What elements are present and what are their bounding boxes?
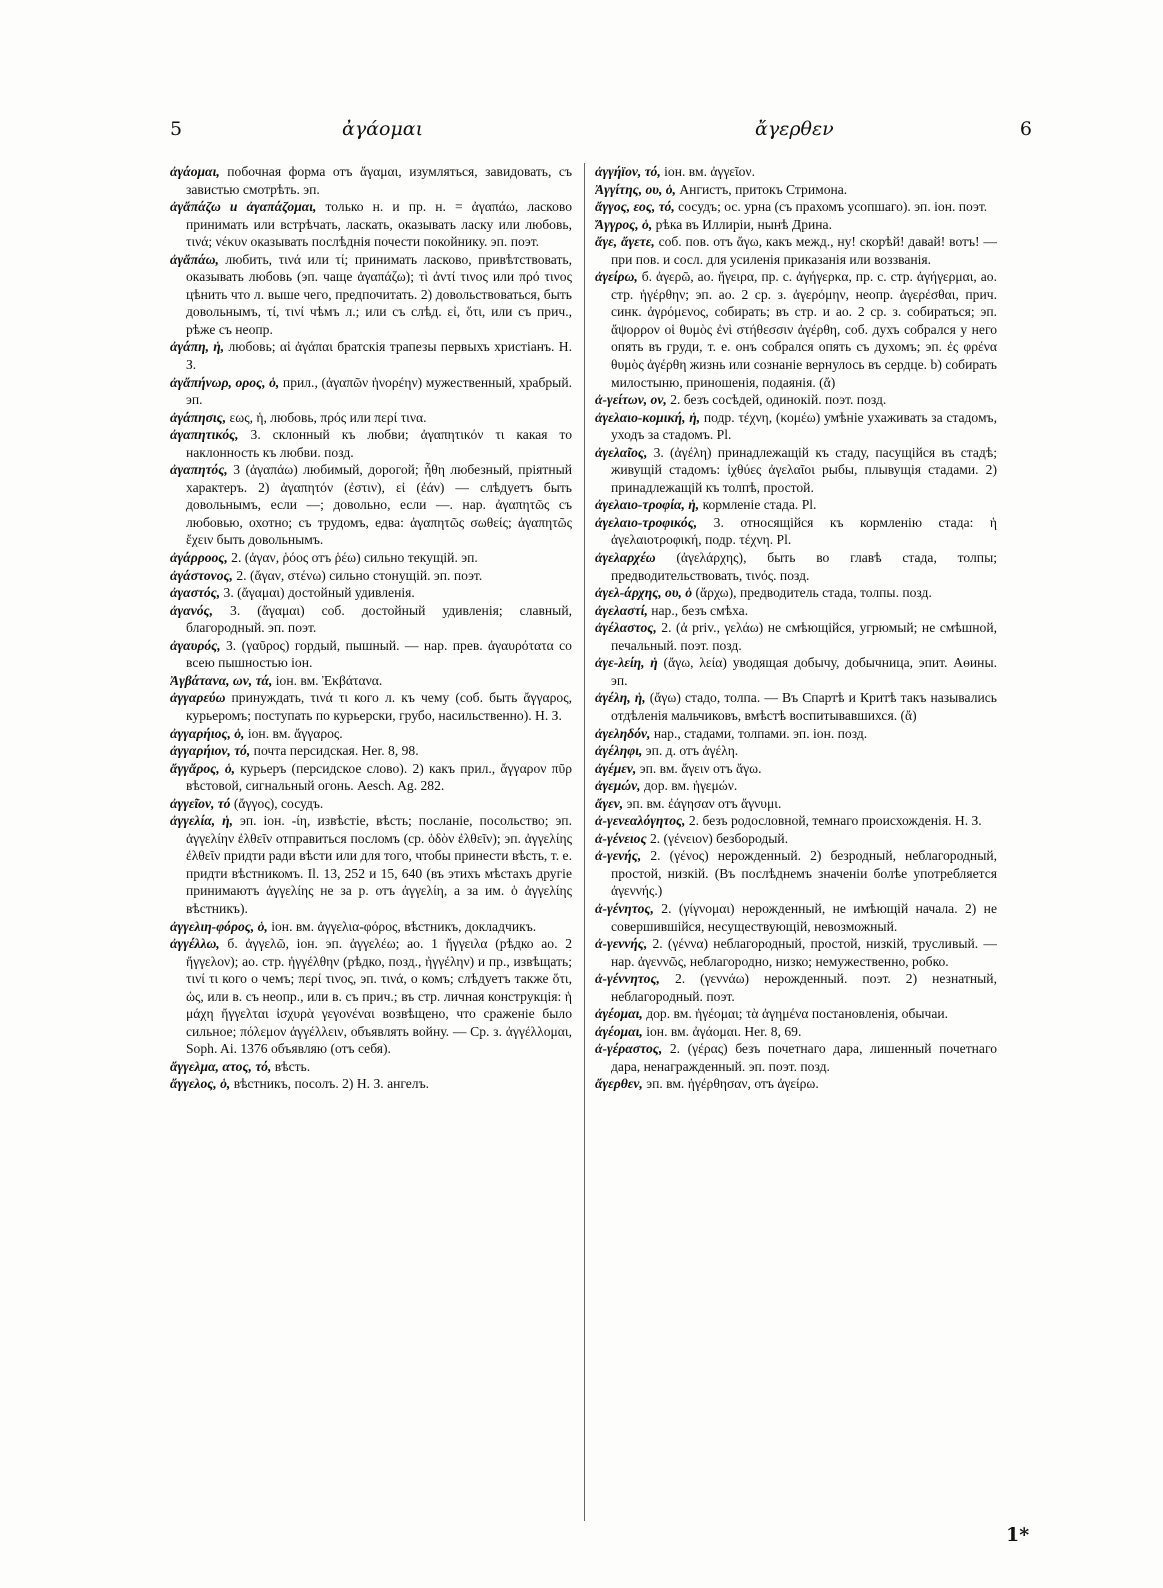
entry-definition: дор. вм. ἡγέομαι; τὰ ἀγημένα постановленія, обычаи. bbox=[646, 1006, 949, 1022]
entry-definition: іон. вм. Ἐκβάτανα. bbox=[275, 672, 383, 688]
entry-headword: ἀγαπητός, bbox=[170, 462, 228, 478]
entry-headword: ἀ-γενής, bbox=[595, 848, 642, 864]
entry-definition: почта персидская. Her. 8, 98. bbox=[253, 743, 419, 759]
entry-definition: принуждать, τινά τι кого л. къ чему (соб. быть ἄγγαρος, курьеромъ; поступать по курьерски, грубо, насильственно). Н. З. bbox=[186, 690, 572, 723]
entry-definition: эп. вм. ἐάγησαν отъ ἄγνυμι. bbox=[626, 795, 782, 811]
entry-headword: ἀγγέλλω, bbox=[170, 936, 220, 952]
entry-headword: ἀγγαρεύω bbox=[170, 690, 226, 706]
entry-definition: эп. д. отъ ἀγέλη. bbox=[645, 743, 739, 759]
entry-headword: ἀγέλαστος, bbox=[595, 620, 657, 636]
entry-definition: (ἄγω, λεία) уводящая добычу, добычница, эпит. Аѳины. эп. bbox=[611, 655, 997, 688]
dictionary-entry bbox=[595, 689, 997, 724]
dictionary-entry bbox=[170, 584, 572, 602]
dictionary-entry bbox=[595, 935, 997, 970]
entry-definition: 3. (ἄγαμαι) соб. достойный удивленія; славный, благородный. эп. поэт. bbox=[186, 602, 572, 636]
entry-definition: побочная форма отъ ἄγαμαι, изумляться, завидовать, съ завистью смотрѣть. эп. bbox=[186, 164, 572, 197]
dictionary-entry bbox=[170, 198, 572, 251]
dictionary-entry bbox=[170, 567, 572, 585]
entry-definition: 2. (γένος) нерожденный. 2) безродный, неблагородный, простой, низкій. (Въ послѣднемъ значеніи болѣе употребляется ἀγεννής.) bbox=[611, 848, 997, 899]
dictionary-entry bbox=[595, 795, 997, 813]
entry-definition: прил., (ἀγαπῶν ἠνορέην) мужественный, храбрый. эп. bbox=[186, 374, 572, 408]
entry-headword: ἀγγαρήιον, τό, bbox=[170, 743, 251, 759]
dictionary-entry bbox=[170, 426, 572, 461]
entry-headword: ἀ-γένειος bbox=[595, 830, 647, 846]
entry-headword: Ἀγβάτανα, ων, τά, bbox=[170, 672, 273, 688]
entry-headword: ἀ-γείτων, ον, bbox=[595, 392, 667, 408]
entry-definition: любить, τινά или τί; принимать ласково, привѣтствовать, оказывать любовь (эп. чаще ἀγαπάζω); τὶ ἀντί τινος или πρό τινος цѣнить что л. выше чего, предпочитать. 2) довольствоваться, быть довольнымъ, τί, τινί чѣмъ л.; или съ слѣд. εἰ, ὅτι, или съ прич., рѣже съ неопр. bbox=[186, 251, 572, 337]
entry-definition: рѣка въ Иллиріи, нынѣ Дрина. bbox=[655, 216, 832, 232]
entry-headword: ἀ-γεννής, bbox=[595, 936, 648, 952]
entry-definition: нар., стадами, толпами. эп. іон. позд. bbox=[653, 725, 868, 741]
dictionary-entry bbox=[170, 812, 572, 917]
entry-definition: любовь; αἱ ἀγάπαι братскія трапезы первыхъ христіанъ. Н. З. bbox=[186, 339, 572, 373]
dictionary-entry bbox=[595, 812, 997, 830]
entry-headword: ἀγέληφι, bbox=[595, 743, 643, 759]
dictionary-entry bbox=[595, 216, 997, 234]
entry-headword: Ἀγγίτης, ου, ὁ, bbox=[595, 181, 676, 197]
dictionary-entry bbox=[595, 777, 997, 795]
entry-headword: ἀγάομαι, bbox=[170, 164, 220, 179]
entry-headword: ἀγάπησις, bbox=[170, 409, 227, 425]
dictionary-entry bbox=[595, 619, 997, 654]
entry-definition: б. ἀγγελῶ, іон. эп. ἀγγελέω; ао. 1 ἤγγειλα (рѣдко ао. 2 ἤγγελον); ао. стр. ἠγγέλθην (рѣдко, позд., ἠγγέλην) и пр., извѣщать; τινί τι кого о чемъ; περί τινος, эп. τινά, о комъ; слѣдуетъ также ὅτι, ὡς, или в. съ неопр., или в. съ прич.; въ стр. личная конструкція: ἡ μάχη ἤγγελται ἰσχυρὰ γεγονέναι возвѣщено, что сраженіе было сильное; πόλεμον ἀγγέλλειν, объявлять войну. — Ср. з. ἀγγέλλομαι, Soph. Ai. 1376 объявляю (отъ себя). bbox=[186, 936, 572, 1057]
entry-definition: подр. τέχνη, (κομέω) умѣніе ухаживать за стадомъ, уходъ за стадомъ. Pl. bbox=[611, 409, 997, 443]
dictionary-entry bbox=[170, 461, 572, 549]
column-divider bbox=[584, 163, 585, 1521]
dictionary-entry bbox=[595, 444, 997, 497]
entry-headword: ἀγεμών, bbox=[595, 778, 641, 794]
dictionary-entry bbox=[170, 163, 572, 198]
entry-definition: курьеръ (персидское слово). 2) какъ прил., ἄγγαρον πῦρ вѣстовой, сигнальный огонь. Aesch. Ag. 282. bbox=[186, 760, 572, 794]
dictionary-entry bbox=[595, 549, 997, 584]
entry-headword: ἀγεληδόν, bbox=[595, 725, 651, 741]
dictionary-entry bbox=[170, 760, 572, 795]
entry-headword: ἀγάρροος, bbox=[170, 550, 228, 566]
dictionary-entry bbox=[170, 637, 572, 672]
page-number-right: 6 bbox=[1019, 118, 1032, 140]
entry-definition: вѣстникъ, посолъ. 2) Н. З. ангелъ. bbox=[233, 1076, 430, 1092]
entry-headword: ἀγγαρήιος, ὁ, bbox=[170, 725, 245, 741]
dictionary-entry bbox=[170, 338, 572, 373]
entry-definition: б. ἀγερῶ, ао. ἤγειρα, пр. с. ἀγήγερκα, пр. с. стр. ἀγήγερμαι, ао. стр. ἠγέρθην; эп. ао. 2 ср. з. ἀγερόμην, неопр. ἀγερέσθαι, прич. синк. ἀγρόμενος, собирать; въ стр. и ао. 2 ср. з. собираться; эп. ἄψορρον οἱ θυμὸς ἐνὶ στήθεσσιν ἀγέρθη, соб. духъ собрался у него опять въ груди, т. е. онъ собрался опять съ духомъ; эп. ἐς φρένα θυμὸς ἀγέρθη жизнь или сознаніе вернулось въ сердце. b) собирать милостыню, приношенія, подаянія. (ἄ) bbox=[611, 269, 997, 390]
entry-definition: 2. (γέρας) безъ почетнаго дара, лишенный почетнаго дара, ненагражденный. эп. поэт. позд. bbox=[611, 1041, 997, 1074]
entry-headword: ἀ-γενεαλόγητος, bbox=[595, 813, 686, 829]
dictionary-entry bbox=[595, 514, 997, 549]
entry-definition: нар., безъ смѣха. bbox=[651, 602, 749, 618]
dictionary-entry bbox=[170, 549, 572, 567]
entry-headword: ἀγαυρός, bbox=[170, 637, 221, 653]
entry-headword: ἀγελαῖος, bbox=[595, 444, 648, 460]
running-header bbox=[170, 118, 1032, 148]
entry-definition: 3. (ἀγέλη) принадлежащій къ стаду, пасущійся въ стадѣ; живущій стадомъ: ἰχθύες ἀγελαῖοι рыбы, плывущія стадами. 2) принадлежащій къ толпѣ, простой. bbox=[611, 444, 997, 495]
entry-definition: (ἄγγος), сосудъ. bbox=[233, 795, 324, 811]
dictionary-entry bbox=[595, 602, 997, 620]
dictionary-entry bbox=[595, 391, 997, 409]
entry-definition: 2. (ἄγαν, στένω) сильно стонущій. эп. поэт. bbox=[236, 567, 483, 583]
entry-headword: ἀ-γέραστος, bbox=[595, 1041, 663, 1057]
entry-definition: 2. (ἀ priv., γελάω) не смѣющійся, угрюмый; не смѣшной, печальный. поэт. позд. bbox=[611, 620, 997, 653]
entry-definition: іон. вм. ἀγγεῖον. bbox=[664, 164, 755, 179]
guide-word-right: ἄγερθεν bbox=[755, 118, 834, 140]
dictionary-entry bbox=[595, 742, 997, 760]
entry-definition: эп. вм. ἄγειν отъ ἄγω. bbox=[639, 760, 762, 776]
dictionary-entry bbox=[170, 689, 572, 724]
entry-definition: 2. (γέννα) неблагородный, простой, низкій, трусливый. — нар. ἀγεννῶς, неблагородно, низко; немужественно, робко. bbox=[611, 936, 997, 969]
entry-definition: (ἀγελάρχης), быть во главѣ стада, толпы; предводительствовать, τινός. позд. bbox=[611, 550, 997, 583]
entry-headword: ἀγγεῖον, τό bbox=[170, 795, 231, 811]
entry-definition: 3 (ἀγαπάω) любимый, дорогой; ἦθη любезный, пріятный характеръ. 2) ἀγαπητόν (ἐστιν), εἰ (ἐάν) — слѣдуетъ быть довольнымъ, если —; довольно, если —. нар. ἀγαπητῶς съ любовью, охотно; съ трудомъ, едва: ἀγαπητῶς σωθείς; ἀγαπητῶς ἔχειν быть довольнымъ. bbox=[186, 462, 572, 548]
entry-definition: 2. (γεννάω) нерожденный. поэт. 2) незнатный, неблагородный. поэт. bbox=[611, 971, 997, 1004]
dictionary-entry bbox=[595, 970, 997, 1005]
entry-headword: ἀγαστός, bbox=[170, 585, 221, 601]
entry-definition: 2. (ἀγαν, ῥόος отъ ῥέω) сильно текущій. эп. bbox=[231, 550, 478, 566]
dictionary-entry bbox=[595, 163, 997, 181]
dictionary-entry bbox=[170, 409, 572, 427]
entry-headword: ἄγγος, εος, τό, bbox=[595, 199, 675, 215]
entry-definition: сосудъ; ос. урна (съ прахомъ усопшаго). эп. іон. поэт. bbox=[678, 199, 988, 215]
dictionary-entry bbox=[595, 496, 997, 514]
entry-definition: эп. іон. -ίη, извѣстіе, вѣсть; посланіе, посольство; эп. ἀγγελίην ἐλθεῖν отправиться посломъ (ср. ὁδὸν ἐλθεῖν); эп. ἀγγελίης ἐλθεῖν придти ради вѣсти или для того, чтобы принести вѣсть, т. е. придти вѣстникомъ. Il. 13, 252 и 15, 640 (въ этихъ мѣстахъ другіе принимаютъ ἀγγελίης не за р. отъ ἀγγελίη, а за им. ὁ ἀγγελίης вѣстникъ). bbox=[186, 813, 572, 916]
entry-headword: ἄγγἄρος, ὁ, bbox=[170, 760, 236, 776]
entry-definition: Ангистъ, притокъ Стримона. bbox=[679, 181, 848, 197]
entry-definition: соб. пов. отъ ἄγω, какъ межд., ну! скорѣй! давай! вотъ! — при пов. и сосл. для усиленія приказанія или воззванія. bbox=[611, 234, 997, 267]
entry-headword: ἀγελ-άρχης, ου, ὁ bbox=[595, 585, 693, 601]
entry-headword: ἀγελαιο-τροφικός, bbox=[595, 514, 698, 530]
entry-definition: 2. (γίγνομαι) нерожденный, не имѣющій начала. 2) не совершившійся, несуществующій, невозможный. bbox=[611, 900, 997, 934]
entry-headword: ἀγέομαι, bbox=[595, 1006, 643, 1022]
dictionary-entry bbox=[170, 935, 572, 1058]
entry-headword: ἄγερθεν, bbox=[595, 1076, 643, 1092]
entry-definition: εως, ἡ, любовь, πρός или περί τινα. bbox=[229, 409, 427, 425]
dictionary-entry bbox=[170, 602, 572, 637]
entry-headword: ἀγαπητικός, bbox=[170, 427, 239, 443]
entry-definition: (ἄρχω), предводитель стада, толпы. позд. bbox=[695, 585, 932, 601]
dictionary-entry bbox=[170, 251, 572, 339]
entry-definition: іон. вм. ἄγγαρος. bbox=[247, 725, 343, 741]
entry-headword: ἀγείρω, bbox=[595, 269, 638, 285]
entry-headword: ἀ-γένητος, bbox=[595, 900, 654, 916]
entry-definition: 3. (γαῦρος) гордый, пышный. — нар. прев. ἀγαυρότατα со всею пышностью іон. bbox=[186, 637, 572, 671]
entry-headword: ἀγάστονος, bbox=[170, 567, 233, 583]
entry-headword: ἀγἄπήνωρ, ορος, ὁ, bbox=[170, 374, 280, 390]
entry-definition: іон. вм. ἀγγελια-φόρος, вѣстникъ, докладчикъ. bbox=[271, 918, 537, 934]
dictionary-entry bbox=[595, 181, 997, 199]
entry-headword: ἄγεν, bbox=[595, 795, 624, 811]
dictionary-entry bbox=[170, 374, 572, 409]
entry-definition: 2. безъ родословной, темнаго происхожденія. Н. З. bbox=[688, 813, 982, 829]
dictionary-entry bbox=[170, 795, 572, 813]
entry-headword: ἀγελαστί, bbox=[595, 602, 648, 618]
dictionary-entry bbox=[595, 268, 997, 391]
entry-headword: Ἄγγρος, ὁ, bbox=[595, 216, 653, 232]
entry-definition: дор. вм. ἡγεμών. bbox=[643, 778, 738, 794]
dictionary-entry bbox=[595, 847, 997, 900]
dictionary-entry bbox=[595, 654, 997, 689]
dictionary-entry bbox=[170, 1058, 572, 1076]
entry-headword: ἀγελαιο-κομική, ἡ, bbox=[595, 409, 701, 425]
dictionary-entry bbox=[595, 900, 997, 935]
dictionary-entry bbox=[595, 760, 997, 778]
dictionary-entry bbox=[595, 409, 997, 444]
dictionary-entry bbox=[595, 830, 997, 848]
entry-headword: ἀ-γέννητος, bbox=[595, 971, 660, 987]
entry-headword: ἀγανός, bbox=[170, 602, 213, 618]
entry-headword: ἀγγελιη-φόρος, ὁ, bbox=[170, 918, 268, 934]
entry-definition: кормленіе стада. Pl. bbox=[702, 497, 817, 513]
page-number-left: 5 bbox=[170, 118, 183, 140]
dictionary-entry bbox=[595, 725, 997, 743]
entry-definition: (ἄγω) стадо, толпа. — Въ Спартѣ и Критѣ такъ назывались отдѣленія мальчиковъ, вмѣстѣ воспитывавшихся. (ἄ) bbox=[611, 690, 997, 723]
entry-definition: 3. относящійся къ кормленію стада: ἡ ἀγελαιοτροφική, подр. τέχνη. Pl. bbox=[611, 514, 997, 548]
left-column bbox=[170, 163, 572, 1548]
entry-headword: ἀγγήϊον, τό, bbox=[595, 164, 661, 179]
dictionary-entry bbox=[595, 1023, 997, 1041]
dictionary-entry bbox=[595, 198, 997, 216]
dictionary-entry bbox=[595, 1040, 997, 1075]
dictionary-entry bbox=[170, 742, 572, 760]
dictionary-entry bbox=[595, 584, 997, 602]
entry-headword: ἄγγελος, ὁ, bbox=[170, 1076, 231, 1092]
entry-headword: ἀγελαρχέω bbox=[595, 550, 656, 566]
entry-definition: эп. вм. ἠγέρθησαν, отъ ἀγείρω. bbox=[646, 1076, 819, 1092]
entry-headword: ἀγἄπάω, bbox=[170, 251, 219, 267]
entry-headword: ἀγελαιο-τροφία, ἡ, bbox=[595, 497, 700, 513]
dictionary-entry bbox=[170, 725, 572, 743]
entry-headword: ἄγγελμα, ατος, τό, bbox=[170, 1058, 272, 1074]
signature-mark: 1* bbox=[1006, 1524, 1030, 1546]
entry-definition: 3. склонный къ любви; ἀγαπητικόν τι какая то наклонность къ любви. позд. bbox=[186, 427, 572, 460]
dictionary-entry bbox=[595, 233, 997, 268]
guide-word-left: ἀγάομαι bbox=[342, 118, 424, 140]
entry-definition: 2. (γένειον) безбородый. bbox=[649, 830, 789, 846]
entry-headword: ἀγε-λείη, ἡ bbox=[595, 655, 658, 671]
dictionary-entry bbox=[595, 1005, 997, 1023]
dictionary-entry bbox=[595, 1075, 997, 1093]
entry-headword: ἀγέμεν, bbox=[595, 760, 637, 776]
entry-definition: вѣсть. bbox=[274, 1058, 311, 1074]
entry-definition: іон. вм. ἀγάομαι. Her. 8, 69. bbox=[646, 1023, 802, 1039]
entry-headword: ἀγέλη, ἡ, bbox=[595, 690, 646, 706]
entry-headword: ἄγε, ἄγετε, bbox=[595, 234, 655, 250]
entry-definition: 3. (ἄγαμαι) достойный удивленія. bbox=[223, 585, 415, 601]
entry-headword: ἀγἄπάζω и ἀγαπάζομαι, bbox=[170, 199, 317, 215]
entry-headword: ἀγάπη, ἡ, bbox=[170, 339, 225, 355]
dictionary-entry bbox=[170, 672, 572, 690]
entry-headword: ἀγέομαι, bbox=[595, 1023, 643, 1039]
dictionary-entry bbox=[170, 918, 572, 936]
dictionary-entry bbox=[170, 1075, 572, 1093]
entry-definition: 2. безъ сосѣдей, одинокій. поэт. позд. bbox=[670, 392, 887, 408]
entry-headword: ἀγγελία, ἡ, bbox=[170, 813, 233, 829]
entry-definition: только н. и пр. н. = ἀγαπάω, ласково принимать или встрѣчать, ласкать, оказывать ласку или любовь, τινά; νέκυν оказывать послѣднія почести покойнику. эп. поэт. bbox=[186, 199, 572, 250]
right-column bbox=[595, 163, 997, 1548]
